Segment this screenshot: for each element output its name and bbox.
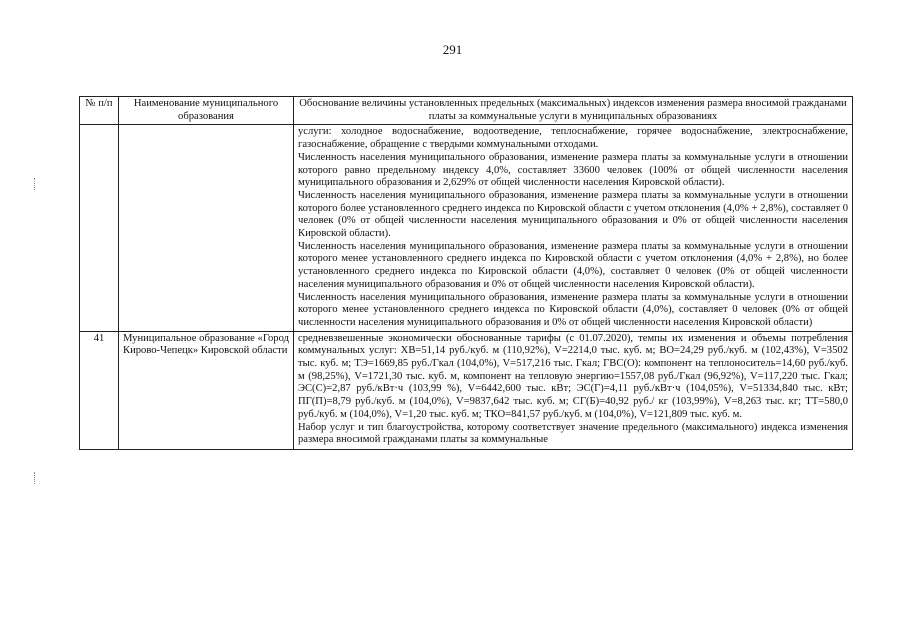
paragraph: Численность населения муниципального образования, изменение размера платы за коммунальные услуги в отношении которого менее установленного среднего индекса по Кировской области с учетом отклонения (4,0% + 2,8%), но более установленного среднего индекса по Кировской области (4,0%), составляет 0 человек (0% от общей численности населения муниципального образования и 0% от общей численности населения Кировской области). xyxy=(298,240,848,290)
margin-mark xyxy=(34,472,37,484)
row-justification xyxy=(294,125,853,331)
header-number: № п/п xyxy=(80,97,119,125)
paragraph: Численность населения муниципального образования, изменение размера платы за коммунальные услуги в отношении которого равно предельному индексу 4,0%, составляет 33600 человек (100% от общей численности населения муниципального образования и 2,629% от общей численности населения Кировской области). xyxy=(298,151,848,189)
paragraph: Численность населения муниципального образования, изменение размера платы за коммунальные услуги в отношении которого более установленного среднего индекса по Кировской области с учетом отклонения (4,0% + 2,8%), составляет 0 человек (0% от общей численности населения муниципального образования и 0% от общей численности населения Кировской области). xyxy=(298,189,848,240)
header-municipality-name: Наименование муниципального образования xyxy=(119,97,294,125)
paragraph: средневзвешенные экономически обоснованные тарифы (с 01.07.2020), темпы их изменения и объемы потребления коммунальных услуг: ХВ=51,14 руб./куб. м (110,92%), V=2214,0 тыс. куб. м; ВО=24,29 руб./куб. м (102,43%), V=3502 тыс. куб. м; ТЭ=1669,85 руб./Гкал (104,0%), V=517,216 тыс. Гкал; ГВС(О): компонент на теплоноситель=14,60 руб./куб. м (98,25%), V=1721,30 тыс. куб. м, компонент на тепловую энергию=1557,08 руб./Гкал (96,92%), V=117,220 тыс. Гкал; ЭС(С)=2,87 руб./кВт·ч (103,99 %), V=6442,600 тыс. кВт; ЭС(Г)=4,11 руб./кВт·ч (104,05%), V=51334,840 тыс. кВт; ПГ(П)=8,79 руб./куб. м (104,0%), V=9837,642 тыс. куб. м; СГ(Б)=40,92 руб./ кг (103,99%), V=8,263 тыс. кг; ТТ=580,0 руб./куб. м (104,0%), V=1,20 тыс. куб. м; ТКО=841,57 руб./куб. м (104,0%), V=121,809 тыс. куб. м. xyxy=(298,332,848,420)
table-row xyxy=(80,125,853,331)
row-justification xyxy=(294,331,853,449)
table-row xyxy=(80,331,853,449)
justification-table xyxy=(79,96,853,450)
page-number: 291 xyxy=(442,42,463,57)
row-municipality-name: Муниципальное образование «Город Кирово-Чепецк» Кировской области xyxy=(119,331,294,449)
paragraph: Набор услуг и тип благоустройства, которому соответствует значение предельного (максимального) индекса изменения размера вносимой гражданами платы за коммунальные xyxy=(298,421,848,446)
row-number xyxy=(80,125,119,331)
paragraph: Численность населения муниципального образования, изменение размера платы за коммунальные услуги в отношении которого менее установленного среднего индекса по Кировской области (4,0%), составляет 0 человек (0% от общей численности населения муниципального образования и 0% от общей численности населения Кировской области) xyxy=(298,291,848,328)
margin-mark xyxy=(34,178,37,190)
paragraph: услуги: холодное водоснабжение, водоотведение, теплоснабжение, горячее водоснабжение, электроснабжение, газоснабжение, обращение с твердыми коммунальными отходами. xyxy=(298,126,848,151)
justification-text-clip xyxy=(298,333,848,448)
row-municipality-name xyxy=(119,125,294,331)
row-number: 41 xyxy=(80,331,119,449)
table-header-row xyxy=(80,97,853,125)
header-justification: Обоснование величины установленных предельных (максимальных) индексов изменения размера вносимой гражданами платы за коммунальные услуги в муниципальных образованиях xyxy=(294,97,853,125)
